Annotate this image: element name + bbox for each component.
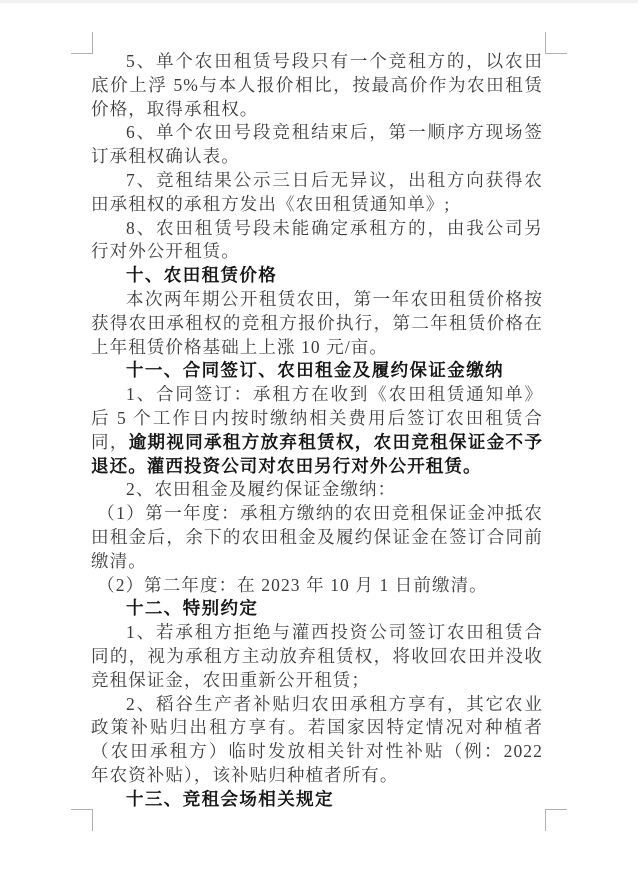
text-run: （2）第二年度：在 2023 年 10 月 1 日前缴清。 — [97, 574, 488, 595]
text-run: 十、农田租赁价格 — [126, 265, 278, 286]
text-run: 6、单个农田号段竞租结束后，第一顺序方现场签订承租权确认表。 — [91, 122, 543, 167]
crop-mark-bottom-left — [71, 809, 93, 831]
paragraph-body — [91, 621, 543, 692]
text-run: 8、农田租赁号段未能确定承租方的，由我公司另行对外公开租赁。 — [91, 217, 543, 262]
paragraph-heading — [91, 597, 543, 621]
paragraph-body — [91, 121, 543, 169]
paragraph-heading — [91, 264, 543, 288]
text-run: 1、合同签订：承租方在收到《农田租赁通知单》后 5 个工作日内按时缴纳相关费用后签订农田租赁合同， — [91, 384, 543, 452]
paragraph-body — [91, 478, 543, 502]
crop-mark-top-right — [545, 32, 567, 54]
text-run: 1、若承租方拒绝与灌西投资公司签订农田租赁合同的，视为承租方主动放弃租赁权，将收回农田并没收竞租保证金，农田重新公开租赁； — [91, 622, 543, 690]
text-run: 逾期视同承租方放弃租赁权，农田竞租保证金不予退还。灌西投资公司对农田另行对外公开租赁。 — [91, 431, 543, 476]
paragraph-body — [91, 502, 543, 573]
paragraph-body — [91, 383, 543, 478]
paragraph-body — [91, 574, 543, 598]
text-run: 十一、合同签订、农田租金及履约保证金缴纳 — [126, 360, 504, 381]
crop-mark-top-left — [71, 32, 93, 54]
text-run: 十二、特别约定 — [126, 598, 259, 619]
crop-mark-bottom-right — [545, 809, 567, 831]
document-text-area — [91, 50, 543, 812]
text-run: 2、稻谷生产者补贴归农田承租方享有，其它农业政策补贴归出租方享有。若国家因特定情况对种植者（农田承租方）临时发放相关针对性补贴（例：2022 年农资补贴），该补贴归种植者所有。 — [91, 693, 543, 785]
paragraph-heading — [91, 788, 543, 812]
text-run: 5、单个农田租赁号段只有一个竞租方的，以农田底价上浮 5%与本人报价相比，按最高价作为农田租赁价格，取得承租权。 — [91, 51, 543, 119]
text-run: 2、农田租金及履约保证金缴纳： — [126, 479, 397, 500]
text-run: 7、竞租结果公示三日后无异议，出租方向获得农田承租权的承租方发出《农田租赁通知单》; — [91, 169, 543, 214]
text-run: 十三、竞租会场相关规定 — [126, 788, 334, 809]
text-run: 本次两年期公开租赁农田，第一年农田租赁价格按获得农田承租权的竞租方报价执行，第二年租赁价格在上年租赁价格基础上上涨 10 元/亩。 — [91, 288, 543, 357]
paragraph-body — [91, 288, 543, 359]
paragraph-body — [91, 693, 543, 788]
page-top-edge — [0, 0, 638, 3]
paragraph-heading — [91, 359, 543, 383]
paragraph-body — [91, 50, 543, 121]
paragraph-body — [91, 169, 543, 217]
text-run: （1）第一年度：承租方缴纳的农田竞租保证金冲抵农田租金后，余下的农田租金及履约保证金在签订合同前缴清。 — [91, 503, 543, 571]
paragraph-body — [91, 217, 543, 265]
